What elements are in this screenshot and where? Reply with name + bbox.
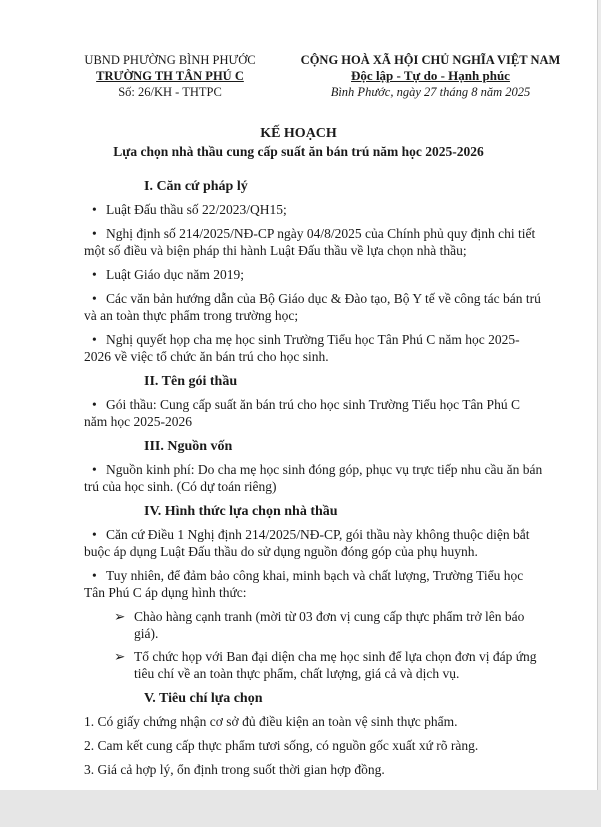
school-name: TRƯỜNG TH TÂN PHÚ C (96, 69, 244, 83)
section-heading-selection-method: IV. Hình thức lựa chọn nhà thầu (144, 504, 338, 519)
bullet-icon: • (92, 202, 97, 217)
bullet-icon: • (92, 397, 97, 412)
arrow-bullet-icon: ➢ (114, 649, 126, 664)
document-subtitle: Lựa chọn nhà thầu cung cấp suất ăn bán trú năm học 2025-2026 (113, 144, 484, 159)
document-body (84, 170, 544, 785)
bullet-icon: • (92, 291, 97, 306)
section-heading-funding: III. Nguồn vốn (144, 439, 233, 454)
header-left (60, 52, 280, 100)
list-item: • Nghị quyết họp cha mẹ học sinh Trường Tiểu học Tân Phú C năm học 2025-2026 về việc tổ chức ăn bán trú cho học sinh. (84, 332, 520, 364)
bullet-icon: • (92, 568, 97, 583)
section-heading-criteria: V. Tiêu chí lựa chọn (144, 691, 263, 706)
section-heading-legal-basis: I. Căn cứ pháp lý (144, 179, 248, 194)
numbered-item: 2. Cam kết cung cấp thực phẩm tươi sống, có nguồn gốc xuất xứ rõ ràng. (84, 738, 479, 753)
header-right (288, 52, 573, 100)
list-item: • Tuy nhiên, để đảm bảo công khai, minh bạch và chất lượng, Trường Tiểu học Tân Phú C áp dụng hình thức: (84, 568, 524, 600)
list-item: • Gói thầu: Cung cấp suất ăn bán trú cho học sinh Trường Tiểu học Tân Phú C năm học 2025-2026 (84, 397, 520, 429)
national-motto: Độc lập - Tự do - Hạnh phúc (351, 68, 510, 83)
section-heading-package-name: II. Tên gói thầu (144, 374, 238, 389)
bullet-icon: • (92, 267, 97, 282)
viewer-background (0, 790, 601, 827)
authority-name: UBND PHƯỜNG BÌNH PHƯỚC (84, 53, 256, 67)
list-item: • Luật Đấu thầu số 22/2023/QH15; (92, 202, 287, 217)
list-item: • Các văn bản hướng dẫn của Bộ Giáo dục & Đào tạo, Bộ Y tế về công tác bán trú và an toàn thực phẩm trong trường học; (84, 291, 541, 323)
bullet-icon: • (92, 332, 97, 347)
bullet-icon: • (92, 462, 97, 477)
arrow-bullet-icon: ➢ (114, 609, 126, 624)
bullet-icon: • (92, 226, 97, 241)
sub-list-item: ➢ Chào hàng cạnh tranh (mời từ 03 đơn vị cung cấp thực phẩm trở lên báo giá). (114, 609, 525, 641)
numbered-item: 1. Có giấy chứng nhận cơ sở đủ điều kiện an toàn vệ sinh thực phẩm. (84, 714, 458, 729)
nation-name: CỘNG HOÀ XÃ HỘI CHỦ NGHĨA VIỆT NAM (300, 53, 561, 67)
document-title: KẾ HOẠCH (260, 126, 337, 141)
list-item: • Luật Giáo dục năm 2019; (92, 267, 244, 282)
place-date: Bình Phước, ngày 27 tháng 8 năm 2025 (330, 85, 531, 99)
list-item: • Nguồn kinh phí: Do cha mẹ học sinh đóng góp, phục vụ trực tiếp nhu cầu ăn bán trú của học sinh. (Có dự toán riêng) (84, 462, 543, 494)
bullet-icon: • (92, 527, 97, 542)
sub-list-item: ➢ Tổ chức họp với Ban đại diện cha mẹ học sinh để lựa chọn đơn vị đáp ứng tiêu chí về an toàn thực phẩm, chất lượng, giá cả và dịch vụ. (114, 649, 537, 681)
list-item: • Nghị định số 214/2025/NĐ-CP ngày 04/8/2025 của Chính phủ quy định chi tiết một số điều và biện pháp thi hành Luật Đấu thầu về lựa chọn nhà thầu; (84, 226, 536, 258)
document-number: Số: 26/KH - THTPC (118, 85, 222, 99)
list-item: • Căn cứ Điều 1 Nghị định 214/2025/NĐ-CP, gói thầu này không thuộc diện bắt buộc áp dụng Luật Đấu thầu do sử dụng nguồn đóng góp của phụ huynh. (84, 527, 530, 559)
numbered-item: 3. Giá cả hợp lý, ổn định trong suốt thời gian hợp đồng. (84, 762, 385, 777)
